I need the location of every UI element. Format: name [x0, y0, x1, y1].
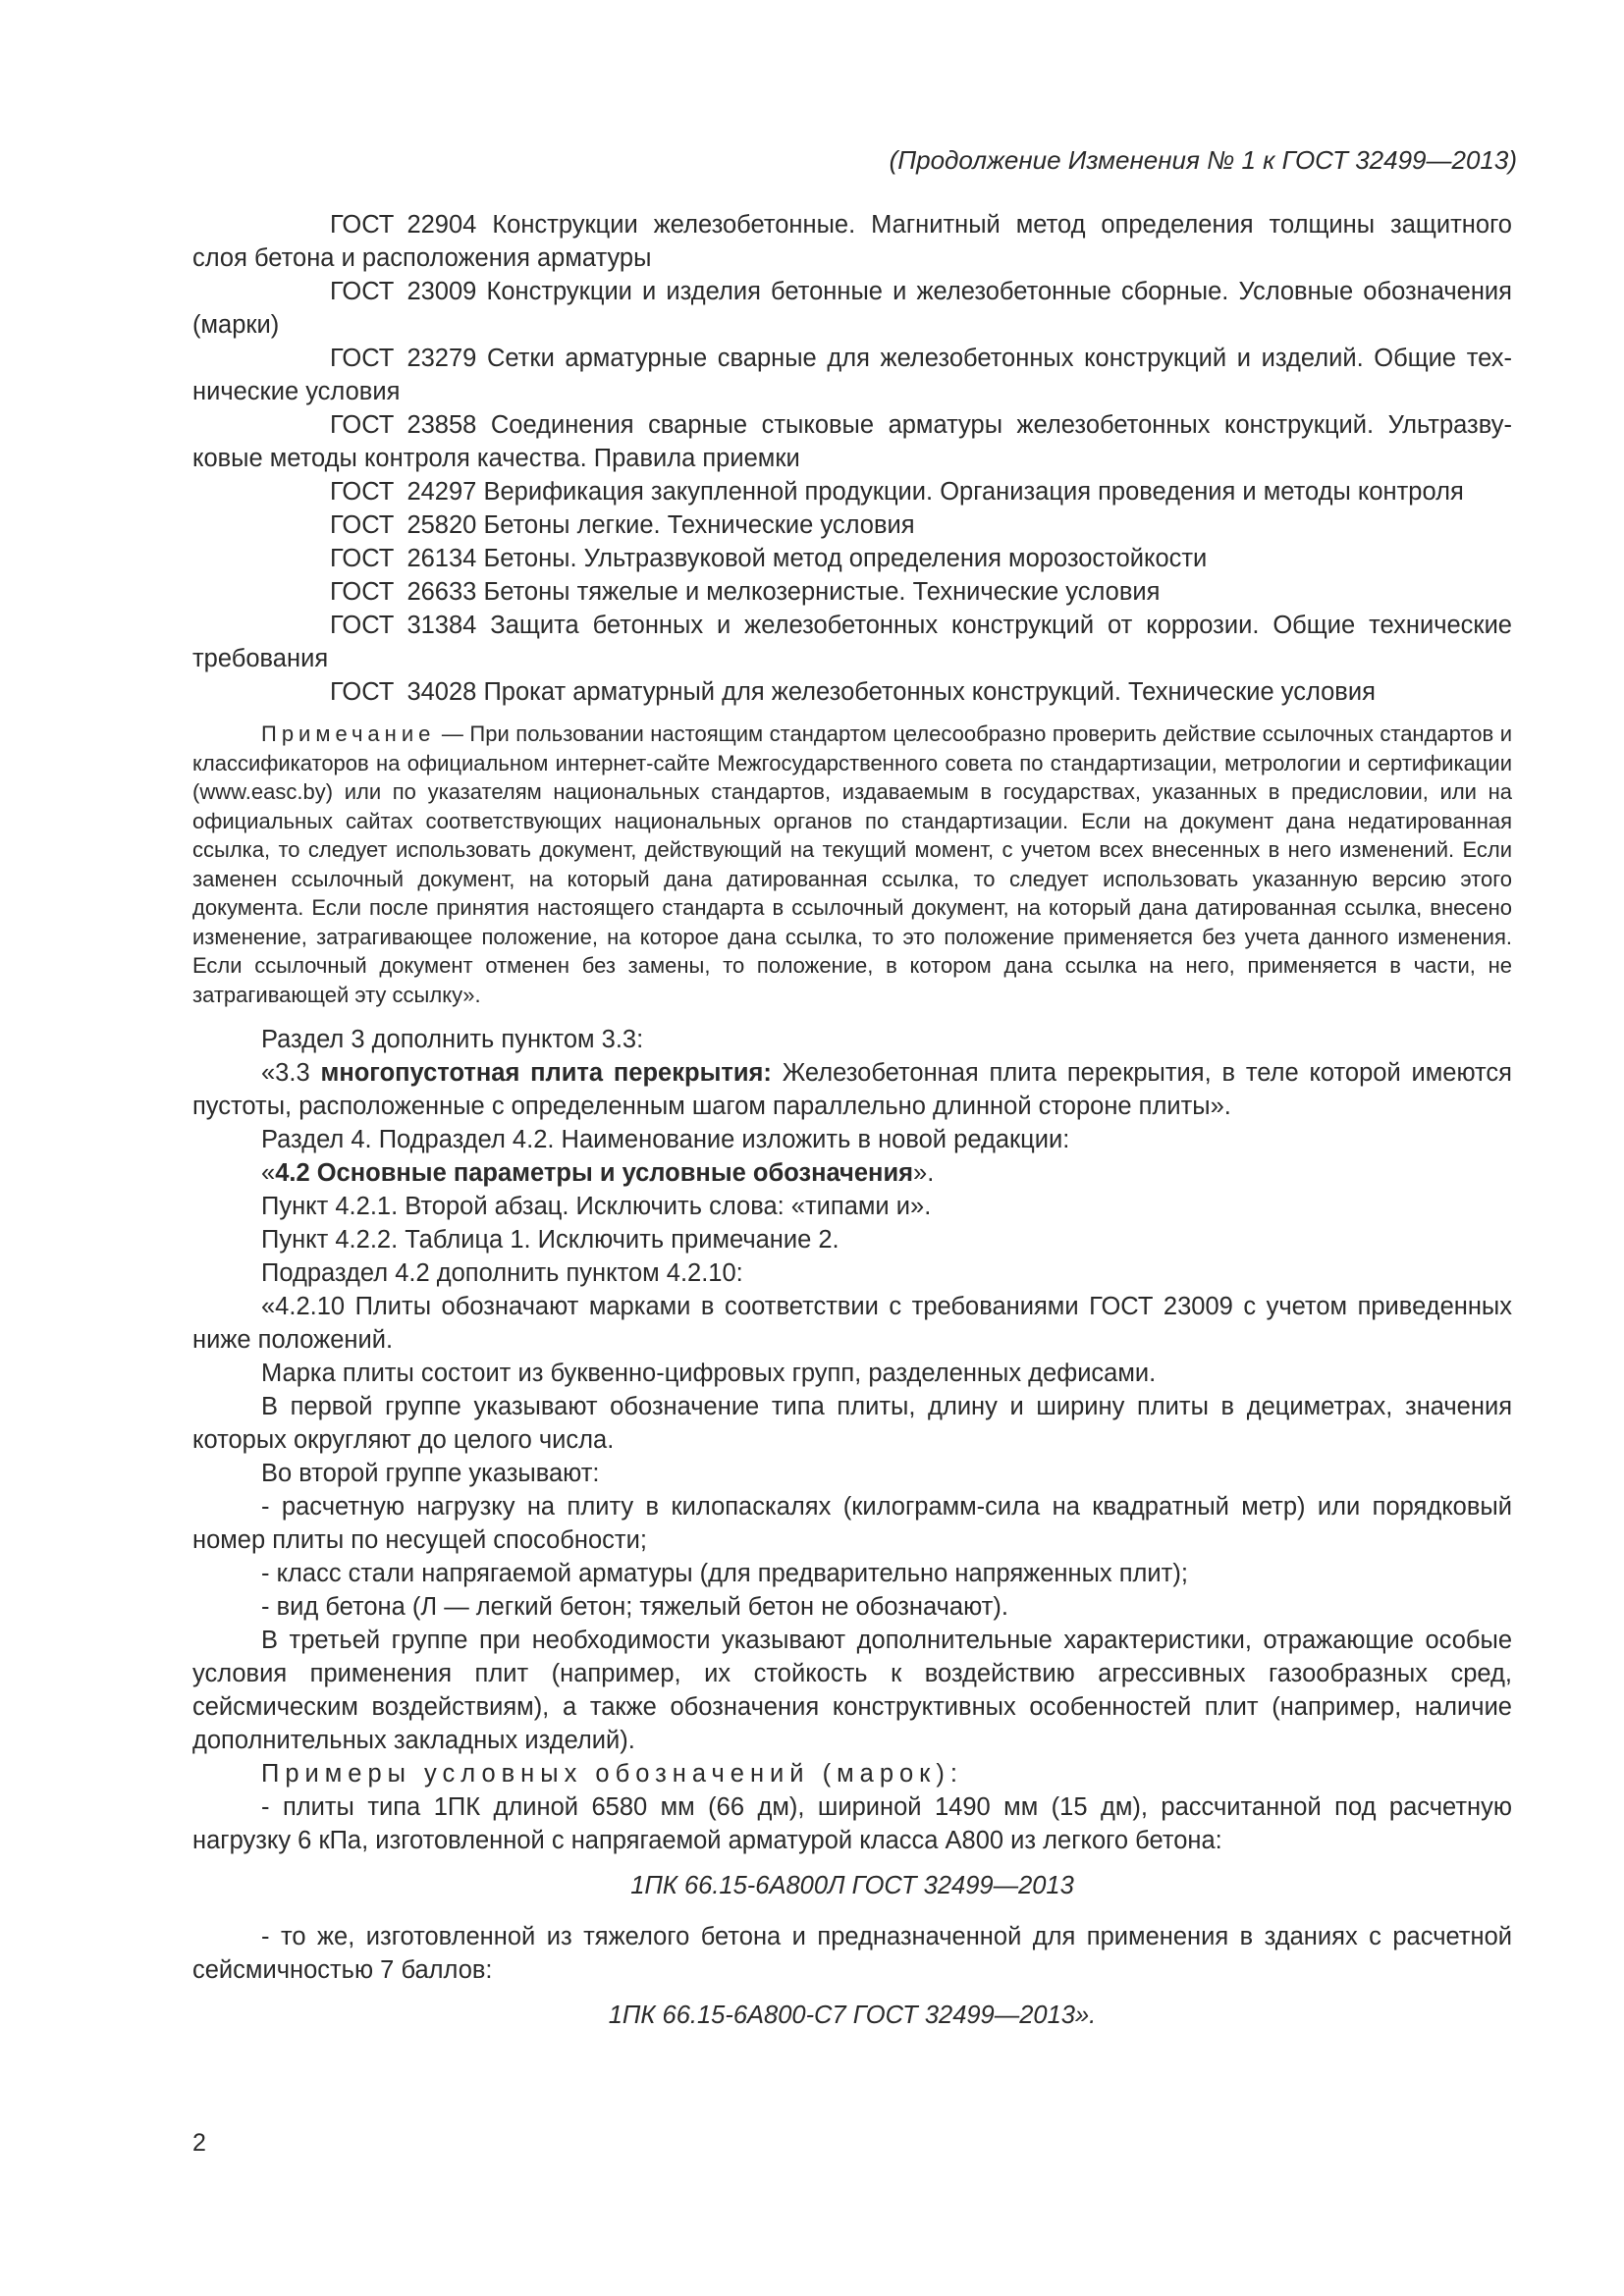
section4-intro: Раздел 4. Подраздел 4.2. Наименование изложить в новой редакции: — [261, 1126, 1070, 1153]
reference-code: ГОСТ 31384 — [330, 612, 477, 639]
reference-item — [192, 609, 1512, 675]
definition-3-3 — [192, 1056, 1512, 1123]
reference-title: Верификация закупленной продукции. Организация проведения и методы контроля — [483, 478, 1464, 506]
second-group-intro: Во второй группе указывают: — [261, 1460, 600, 1487]
reference-title: Соединения сварные стыковые арматуры железобетонных конструкций. Ультразвуковые методы контроля качества. Правила приемки — [192, 411, 1512, 472]
definition-text: Железобетонная плита перекрытия, в теле которой имеются пустоты, расположенные с определенным шагом параллельно длинной стороне плиты». — [192, 1059, 1512, 1120]
third-group-paragraph: В третьей группе при необходимости указывают дополнительные характеристики, отражающие особые условия применения плит (например, их стойкость к воздействию агрессивных газообразных сред, сейсмическим воздействиям), а также обозначения конструктивных особенностей плит (например, наличие дополнительных закладных изделий). — [192, 1627, 1512, 1754]
reference-title: Защита бетонных и железобетонных конструкций от коррозии. Общие технические требования — [192, 612, 1512, 672]
note-paragraph — [192, 720, 1512, 1009]
reference-item — [192, 408, 1512, 475]
definition-term: многопустотная плита перекрытия: — [320, 1059, 772, 1087]
examples-heading: Примеры условных обозначений (марок): — [261, 1760, 963, 1788]
reference-code: ГОСТ 24297 — [330, 478, 477, 506]
reference-item — [192, 275, 1512, 342]
reference-code: ГОСТ 22904 — [330, 211, 477, 239]
reference-code: ГОСТ 26633 — [330, 578, 477, 606]
reference-code: ГОСТ 26134 — [330, 545, 477, 572]
item-4-2-10-intro: Подраздел 4.2 дополнить пунктом 4.2.10: — [261, 1259, 743, 1287]
reference-title: Конструкции и изделия бетонные и железобетонные сборные. Условные обозначения (марки) — [192, 278, 1512, 339]
reference-title: Бетоны. Ультразвуковой метод определения морозостойкости — [483, 545, 1208, 572]
example-2-formula: 1ПК 66.15-6А800-С7 ГОСТ 32499—2013». — [608, 2002, 1097, 2029]
reference-code: ГОСТ 34028 — [330, 678, 477, 706]
second-group-item: - вид бетона (Л — легкий бетон; тяжелый бетон не обозначают). — [261, 1593, 1008, 1621]
item-4-2-10-text: «4.2.10 Плиты обозначают марками в соответствии с требованиями ГОСТ 23009 с учетом приведенных ниже положений. — [192, 1293, 1512, 1354]
second-group-item: - класс стали напрягаемой арматуры (для предварительно напряженных плит); — [261, 1560, 1188, 1587]
reference-item — [192, 475, 1512, 508]
definition-prefix: «3.3 — [261, 1059, 321, 1087]
first-group-paragraph: В первой группе указывают обозначение типа плиты, длину и ширину плиты в дециметрах, значения которых округляют до целого числа. — [192, 1393, 1512, 1454]
section3-intro: Раздел 3 дополнить пунктом 3.3: — [261, 1026, 644, 1053]
reference-title: Бетоны тяжелые и мелкозернистые. Технические условия — [483, 578, 1161, 606]
reference-item — [192, 342, 1512, 408]
example-1-formula: 1ПК 66.15-6А800Л ГОСТ 32499—2013 — [630, 1872, 1074, 1899]
subsection-heading — [192, 1156, 1512, 1190]
reference-code: ГОСТ 23009 — [330, 278, 477, 305]
note-text: — При пользовании настоящим стандартом целесообразно проверить действие ссылочных стандартов и классификаторов на официальном интернет-сайте Межгосударственного совета по стандартизации, метрологии и сертификации (www.easc.by) или по указателям национальных стандартов, издаваемым в государствах, указанных в предисловии, или на официальных сайтах соответствующих национальных органов по стандартизации. Если на документ дана недатированная ссылка, то следует использовать документ, действующий на текущий момент, с учетом всех внесенных в него изменений. Если заменен ссылочный документ, на который дана датированная ссылка, то следует использовать указанную версию этого документа. Если после принятия настоящего стандарта в ссылочный документ, на который дана датированная ссылка, внесено изменение, затрагивающее положение, на которое дана ссылка, то это положение применяется без учета данного изменения. Если ссылочный документ отменен без замены, то положение, в котором дана ссылка на него, применяется в части, не затрагивающей эту ссылку». — [192, 721, 1512, 1007]
reference-title: Конструкции железобетонные. Магнитный метод определения толщины защитного слоя бетона и расположения арматуры — [192, 211, 1512, 272]
reference-code: ГОСТ 23279 — [330, 345, 477, 372]
reference-item — [192, 675, 1512, 709]
second-group-item: - расчетную нагрузку на плиту в килопаскалях (килограмм-сила на квадратный метр) или порядковый номер плиты по несущей способности; — [192, 1493, 1512, 1554]
reference-code: ГОСТ 23858 — [330, 411, 477, 439]
item-4-2-1: Пункт 4.2.1. Второй абзац. Исключить слова: «типами и». — [261, 1193, 932, 1220]
reference-item — [192, 575, 1512, 609]
reference-item — [192, 208, 1512, 275]
reference-title: Прокат арматурный для железобетонных конструкций. Технические условия — [483, 678, 1376, 706]
heading-open-quote: « — [261, 1159, 276, 1187]
heading-title: 4.2 Основные параметры и условные обозначения — [275, 1159, 914, 1187]
note-label: Примечание — [261, 721, 436, 746]
heading-close-quote: ». — [913, 1159, 935, 1187]
page-number: 2 — [192, 2129, 206, 2157]
example-2-text: - то же, изготовленной из тяжелого бетона и предназначенной для применения в зданиях с расчетной сейсмичностью 7 баллов: — [192, 1923, 1512, 1984]
item-4-2-2: Пункт 4.2.2. Таблица 1. Исключить примечание 2. — [261, 1226, 839, 1254]
continuation-header: (Продолжение Изменения № 1 к ГОСТ 32499—2013) — [889, 145, 1517, 175]
reference-item — [192, 508, 1512, 542]
reference-list — [192, 208, 1512, 709]
reference-title: Бетоны легкие. Технические условия — [483, 511, 915, 539]
reference-title: Сетки арматурные сварные для железобетонных конструкций и изделий. Общие технические условия — [192, 345, 1512, 405]
mark-groups-paragraph: Марка плиты состоит из буквенно-цифровых групп, разделенных дефисами. — [261, 1360, 1157, 1387]
reference-item — [192, 542, 1512, 575]
main-text — [192, 208, 1512, 2050]
example-1-text: - плиты типа 1ПК длиной 6580 мм (66 дм), шириной 1490 мм (15 дм), рассчитанной под расчетную нагрузку 6 кПа, изготовленной с напрягаемой арматурой класса А800 из легкого бетона: — [192, 1793, 1512, 1854]
reference-code: ГОСТ 25820 — [330, 511, 477, 539]
